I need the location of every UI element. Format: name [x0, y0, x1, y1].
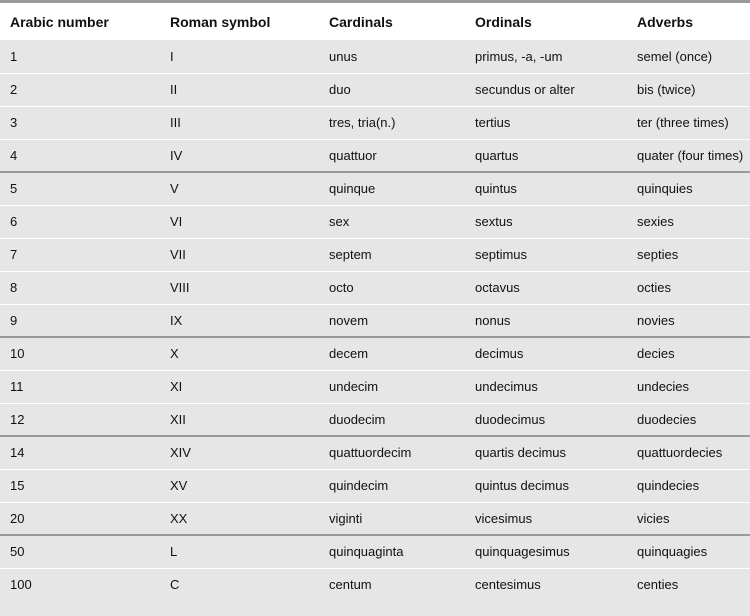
- cell-arabic-number: 50: [0, 535, 160, 568]
- cell-cardinal: quinquaginta: [319, 535, 465, 568]
- cell-cardinal: centum: [329, 577, 372, 593]
- cell-ordinal: octavus: [465, 271, 627, 304]
- cell-roman-symbol: L: [160, 535, 319, 568]
- table-row: [0, 568, 750, 601]
- header-ordinals: Ordinals: [475, 13, 532, 30]
- cell-cardinal: unus: [319, 40, 465, 73]
- cell-roman-symbol: VII: [160, 238, 319, 271]
- cell-cardinal: octo: [319, 271, 465, 304]
- cell-arabic-number: 1: [0, 40, 160, 73]
- cell-cardinal: duo: [319, 73, 465, 106]
- table-header: [0, 3, 750, 40]
- cell-ordinal: quintus: [465, 172, 627, 205]
- cell-ordinal: vicesimus: [465, 502, 627, 535]
- header-adverbs: Adverbs: [637, 13, 694, 30]
- cell-ordinal: quinquagesimus: [465, 535, 627, 568]
- cell-roman-symbol: VI: [160, 205, 319, 238]
- cell-arabic-number: 2: [0, 73, 160, 106]
- cell-adverb: centies: [637, 577, 679, 593]
- cell-roman-symbol: C: [170, 577, 180, 593]
- table-row: [0, 370, 750, 403]
- table-row: [0, 304, 750, 337]
- cell-arabic-number: 5: [0, 172, 160, 205]
- cell-adverb: quater (four times): [627, 139, 750, 172]
- cell-ordinal: tertius: [465, 106, 627, 139]
- cell-roman-symbol: II: [160, 73, 319, 106]
- cell-cardinal: viginti: [319, 502, 465, 535]
- cell-cardinal: septem: [319, 238, 465, 271]
- cell-adverb: vicies: [627, 502, 750, 535]
- header-arabic-number: Arabic number: [10, 13, 109, 30]
- header-roman-symbol: Roman symbol: [170, 13, 271, 30]
- cell-arabic-number: 9: [0, 304, 160, 337]
- cell-ordinal: quintus decimus: [465, 469, 627, 502]
- table-row: [0, 337, 750, 370]
- cell-roman-symbol: VIII: [160, 271, 319, 304]
- table-row: [0, 271, 750, 304]
- cell-arabic-number: 6: [0, 205, 160, 238]
- cell-cardinal: quinque: [319, 172, 465, 205]
- table-row: [0, 205, 750, 238]
- table-row: [0, 436, 750, 469]
- cell-roman-symbol: XIV: [160, 436, 319, 469]
- cell-arabic-number: 7: [0, 238, 160, 271]
- cell-adverb: decies: [627, 337, 750, 370]
- cell-roman-symbol: XX: [160, 502, 319, 535]
- table-row: [0, 403, 750, 436]
- cell-adverb: quinquies: [627, 172, 750, 205]
- cell-adverb: septies: [627, 238, 750, 271]
- cell-cardinal: tres, tria(n.): [319, 106, 465, 139]
- header-cardinals: Cardinals: [329, 13, 393, 30]
- cell-arabic-number: 8: [0, 271, 160, 304]
- cell-roman-symbol: XV: [160, 469, 319, 502]
- cell-arabic-number: 14: [0, 436, 160, 469]
- cell-adverb: quindecies: [627, 469, 750, 502]
- cell-adverb: quinquagies: [627, 535, 750, 568]
- cell-ordinal: undecimus: [465, 370, 627, 403]
- cell-adverb: bis (twice): [627, 73, 750, 106]
- latin-numbers-table: [0, 3, 750, 601]
- cell-ordinal: centesimus: [475, 577, 541, 593]
- cell-ordinal: nonus: [465, 304, 627, 337]
- cell-cardinal: novem: [319, 304, 465, 337]
- cell-ordinal: primus, -a, -um: [465, 40, 627, 73]
- table-row: [0, 535, 750, 568]
- table-row: [0, 40, 750, 73]
- cell-adverb: semel (once): [627, 40, 750, 73]
- cell-ordinal: decimus: [465, 337, 627, 370]
- table-row: [0, 238, 750, 271]
- table-row: [0, 106, 750, 139]
- cell-arabic-number: 15: [0, 469, 160, 502]
- cell-cardinal: sex: [319, 205, 465, 238]
- cell-adverb: duodecies: [627, 403, 750, 436]
- cell-ordinal: septimus: [465, 238, 627, 271]
- cell-ordinal: sextus: [465, 205, 627, 238]
- cell-cardinal: undecim: [319, 370, 465, 403]
- cell-arabic-number: 100: [10, 577, 32, 593]
- cell-roman-symbol: X: [160, 337, 319, 370]
- table-row: [0, 139, 750, 172]
- table-row: [0, 502, 750, 535]
- cell-adverb: ter (three times): [627, 106, 750, 139]
- cell-arabic-number: 4: [0, 139, 160, 172]
- table-row: [0, 469, 750, 502]
- cell-roman-symbol: IV: [160, 139, 319, 172]
- cell-ordinal: duodecimus: [465, 403, 627, 436]
- cell-roman-symbol: XII: [160, 403, 319, 436]
- table-row: [0, 73, 750, 106]
- cell-ordinal: quartis decimus: [465, 436, 627, 469]
- cell-ordinal: quartus: [465, 139, 627, 172]
- cell-adverb: novies: [627, 304, 750, 337]
- table-body: [0, 40, 750, 601]
- cell-cardinal: decem: [319, 337, 465, 370]
- cell-roman-symbol: III: [160, 106, 319, 139]
- cell-arabic-number: 11: [0, 370, 160, 403]
- cell-arabic-number: 12: [0, 403, 160, 436]
- cell-cardinal: quattuordecim: [319, 436, 465, 469]
- cell-adverb: octies: [627, 271, 750, 304]
- cell-arabic-number: 20: [0, 502, 160, 535]
- cell-cardinal: quindecim: [319, 469, 465, 502]
- cell-cardinal: duodecim: [319, 403, 465, 436]
- table-row: [0, 172, 750, 205]
- cell-roman-symbol: XI: [160, 370, 319, 403]
- cell-arabic-number: 10: [0, 337, 160, 370]
- header-row: [0, 3, 750, 40]
- cell-cardinal: quattuor: [319, 139, 465, 172]
- cell-roman-symbol: I: [160, 40, 319, 73]
- cell-adverb: sexies: [627, 205, 750, 238]
- cell-ordinal: secundus or alter: [465, 73, 627, 106]
- cell-roman-symbol: V: [160, 172, 319, 205]
- cell-adverb: undecies: [627, 370, 750, 403]
- cell-roman-symbol: IX: [160, 304, 319, 337]
- cell-arabic-number: 3: [0, 106, 160, 139]
- cell-adverb: quattuordecies: [627, 436, 750, 469]
